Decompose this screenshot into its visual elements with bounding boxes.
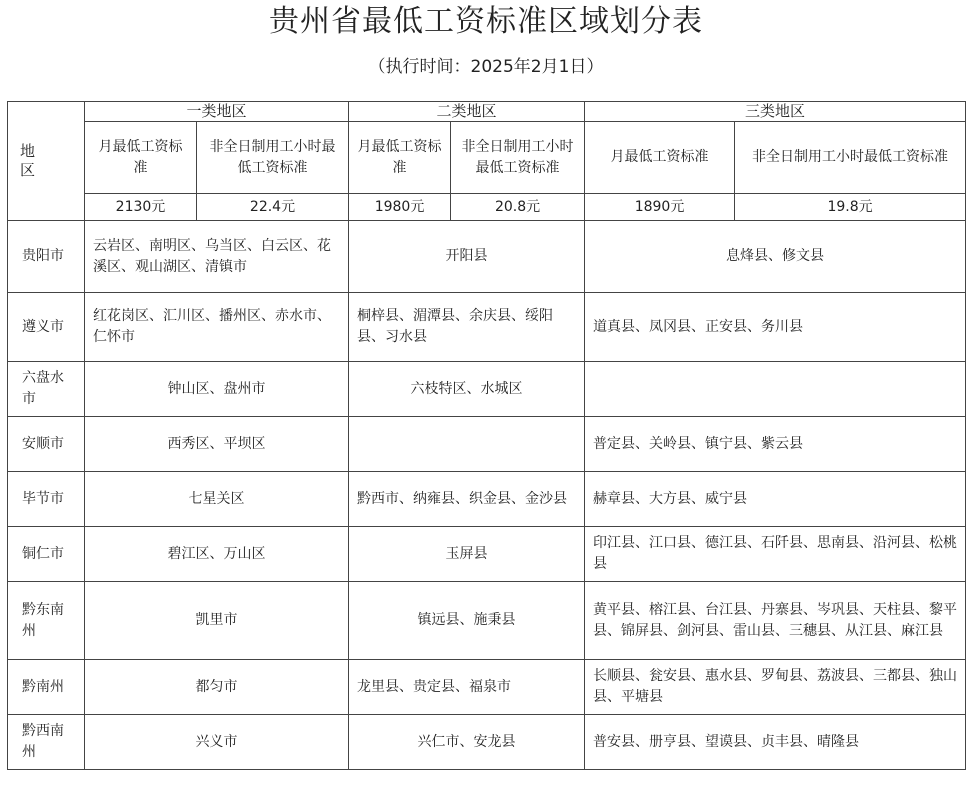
cat3-cell: 印江县、江口县、德江县、石阡县、思南县、沿河县、松桃县 — [585, 527, 966, 582]
region-cell: 六盘水市 — [8, 362, 85, 417]
cat3-hourly-value: 19.8元 — [735, 194, 966, 221]
region-cell: 毕节市 — [8, 472, 85, 527]
region-cell: 遵义市 — [8, 293, 85, 362]
cat3-hourly-header: 非全日制用工小时最低工资标准 — [735, 122, 966, 194]
cat2-cell — [349, 417, 585, 472]
cat3-cell: 息烽县、修文县 — [585, 221, 966, 293]
region-header-line1: 地 — [20, 142, 36, 160]
cat2-cell: 玉屏县 — [349, 527, 585, 582]
cat3-cell: 赫章县、大方县、威宁县 — [585, 472, 966, 527]
category-3-header: 三类地区 — [585, 102, 966, 122]
cat2-cell: 六枝特区、水城区 — [349, 362, 585, 417]
cat3-monthly-header: 月最低工资标准 — [585, 122, 735, 194]
cat3-cell — [585, 362, 966, 417]
cat2-cell: 黔西市、纳雍县、织金县、金沙县 — [349, 472, 585, 527]
cat2-cell: 桐梓县、湄潭县、余庆县、绥阳县、习水县 — [349, 293, 585, 362]
cat1-hourly-value: 22.4元 — [197, 194, 349, 221]
cat2-monthly-header: 月最低工资标准 — [349, 122, 451, 194]
cat1-cell: 都匀市 — [85, 660, 349, 715]
cat3-cell: 黄平县、榕江县、台江县、丹寨县、岑巩县、天柱县、黎平县、锦屏县、剑河县、雷山县、三穗县、从江县、麻江县 — [585, 582, 966, 660]
cat3-cell: 普定县、关岭县、镇宁县、紫云县 — [585, 417, 966, 472]
table-row — [8, 472, 966, 527]
cat1-cell: 凯里市 — [85, 582, 349, 660]
region-header — [8, 102, 85, 221]
table-row — [8, 582, 966, 660]
page-title: 贵州省最低工资标准区域划分表 — [269, 4, 703, 39]
cat1-hourly-header: 非全日制用工小时最低工资标准 — [197, 122, 349, 194]
region-cell: 贵阳市 — [8, 221, 85, 293]
table-row — [8, 715, 966, 770]
cat2-cell: 兴仁市、安龙县 — [349, 715, 585, 770]
category-1-header: 一类地区 — [85, 102, 349, 122]
cat1-cell: 碧江区、万山区 — [85, 527, 349, 582]
cat1-cell: 云岩区、南明区、乌当区、白云区、花溪区、观山湖区、清镇市 — [85, 221, 349, 293]
region-cell: 黔东南州 — [8, 582, 85, 660]
cat1-monthly-value: 2130元 — [85, 194, 197, 221]
page-subtitle: （执行时间：2025年2月1日） — [368, 57, 604, 77]
cat1-cell: 七星关区 — [85, 472, 349, 527]
cat2-monthly-value: 1980元 — [349, 194, 451, 221]
cat2-cell: 龙里县、贵定县、福泉市 — [349, 660, 585, 715]
cat1-monthly-header: 月最低工资标准 — [85, 122, 197, 194]
region-cell: 黔西南州 — [8, 715, 85, 770]
cat2-hourly-value: 20.8元 — [451, 194, 585, 221]
table-row — [8, 293, 966, 362]
cat1-cell: 西秀区、平坝区 — [85, 417, 349, 472]
table-row — [8, 660, 966, 715]
cat3-cell: 普安县、册亨县、望谟县、贞丰县、晴隆县 — [585, 715, 966, 770]
cat1-cell: 钟山区、盘州市 — [85, 362, 349, 417]
region-header-line2: 区 — [20, 161, 36, 179]
cat1-cell: 兴义市 — [85, 715, 349, 770]
category-2-header: 二类地区 — [349, 102, 585, 122]
wage-region-table — [7, 101, 966, 770]
cat1-cell: 红花岗区、汇川区、播州区、赤水市、仁怀市 — [85, 293, 349, 362]
table-row — [8, 527, 966, 582]
table-row — [8, 417, 966, 472]
cat2-cell: 开阳县 — [349, 221, 585, 293]
table-row — [8, 362, 966, 417]
cat3-monthly-value: 1890元 — [585, 194, 735, 221]
cat2-cell: 镇远县、施秉县 — [349, 582, 585, 660]
cat3-cell: 长顺县、瓮安县、惠水县、罗甸县、荔波县、三都县、独山县、平塘县 — [585, 660, 966, 715]
region-cell: 铜仁市 — [8, 527, 85, 582]
cat3-cell: 道真县、凤冈县、正安县、务川县 — [585, 293, 966, 362]
cat2-hourly-header: 非全日制用工小时最低工资标准 — [451, 122, 585, 194]
region-cell: 安顺市 — [8, 417, 85, 472]
region-cell: 黔南州 — [8, 660, 85, 715]
table-row — [8, 221, 966, 293]
